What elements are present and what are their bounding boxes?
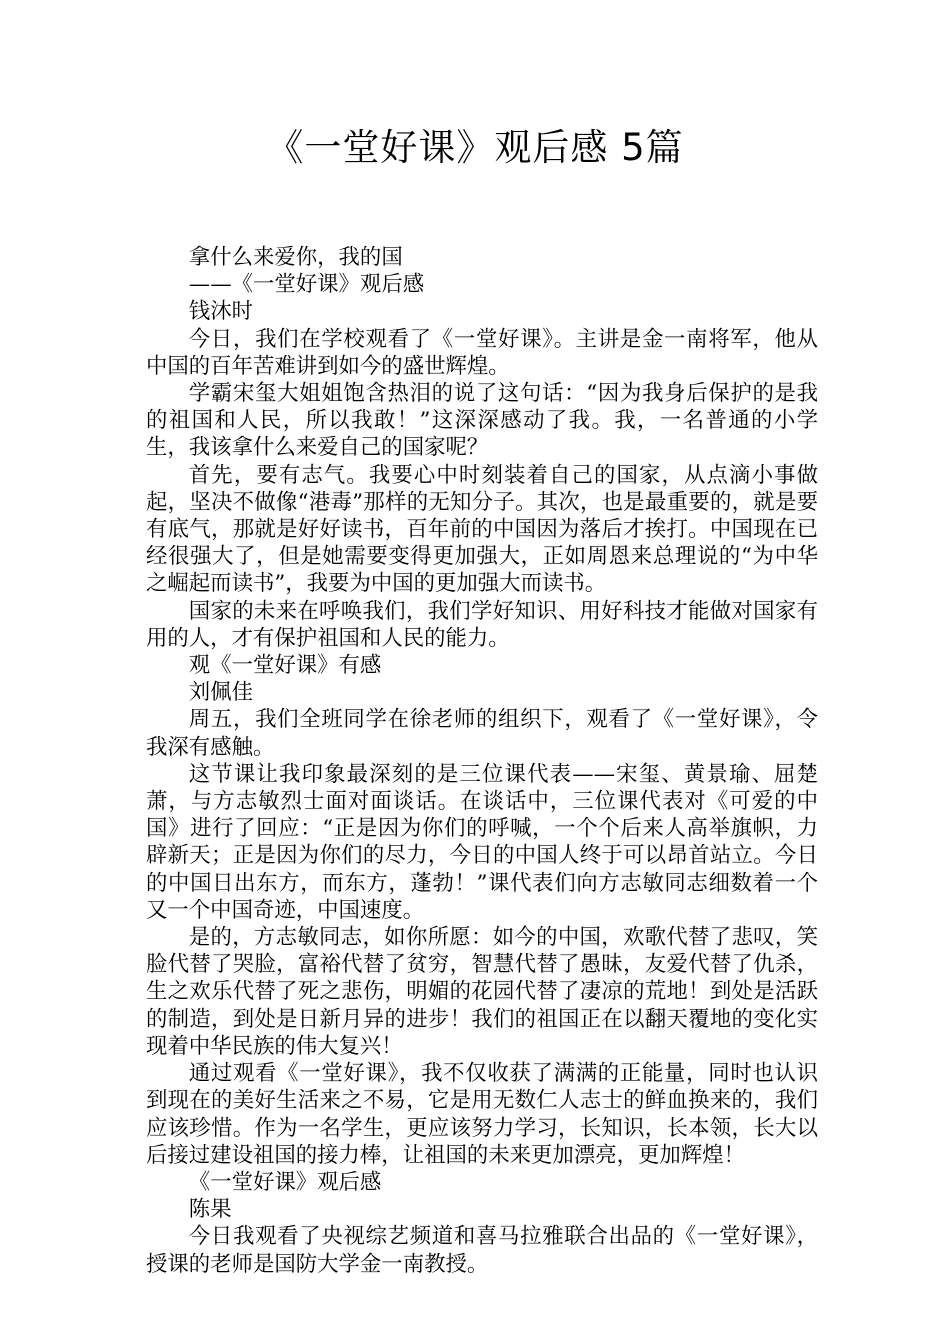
document-body <box>146 244 818 1278</box>
essay-subtitle: ——《一堂好课》观后感 <box>188 272 425 298</box>
paragraph: 国家的未来在呼唤我们，我们学好知识、用好科技才能做对国家有用的人，才有保护祖国和人民的能力。 <box>146 598 818 651</box>
document-title: 《一堂好课》观后感 5篇 <box>266 126 684 169</box>
essay-author: 刘佩佳 <box>188 680 253 706</box>
essay-title: 观《一堂好课》有感 <box>188 653 382 679</box>
paragraph: 今日我观看了央视综艺频道和喜马拉雅联合出品的《一堂好课》，授课的老师是国防大学金一南教授。 <box>146 1224 818 1277</box>
essay-author: 钱沐时 <box>188 299 253 325</box>
paragraph: 学霸宋玺大姐姐饱含热泪的说了这句话：“因为我身后保护的是我的祖国和人民，所以我敢！”这深深感动了我。我，一名普通的小学生，我该拿什么来爱自己的国家呢？ <box>146 381 818 461</box>
paragraph: 首先，要有志气。我要心中时刻装着自己的国家，从点滴小事做起，坚决不做像“港毒”那样的无知分子。其次，也是最重要的，就是要有底气，那就是好好读书，百年前的中国因为落后才挨打。中国现在已经很强大了，但是她需要变得更加强大，正如周恩来总理说的“为中华之崛起而读书”，我要为中国的更加强大而读书。 <box>146 462 818 597</box>
essay-title: 拿什么来爱你，我的国 <box>188 245 403 270</box>
paragraph: 通过观看《一堂好课》，我不仅收获了满满的正能量，同时也认识到现在的美好生活来之不易，它是用无数仁人志士的鲜血换来的，我们应该珍惜。作为一名学生，更应该努力学习，长知识，长本领，长大以后接过建设祖国的接力棒，让祖国的未来更加漂亮，更加辉煌！ <box>146 1061 818 1168</box>
paragraph: 周五，我们全班同学在徐老师的组织下，观看了《一堂好课》，令我深有感触。 <box>146 707 818 760</box>
essay-title: 《一堂好课》观后感 <box>188 1169 382 1195</box>
paragraph: 今日，我们在学校观看了《一堂好课》。主讲是金一南将军，他从中国的百年苦难讲到如今的盛世辉煌。 <box>146 326 818 379</box>
paragraph: 是的，方志敏同志，如你所愿：如今的中国，欢歌代替了悲叹，笑脸代替了哭脸，富裕代替了贫穷，智慧代替了愚昧，友爱代替了仇杀，生之欢乐代替了死之悲伤，明媚的花园代替了凄凉的荒地！到处是活跃的制造，到处是日新月异的进步！我们的祖国正在以翻天覆地的变化实现着中华民族的伟大复兴！ <box>146 925 818 1059</box>
essay-author: 陈果 <box>188 1197 232 1223</box>
paragraph: 这节课让我印象最深刻的是三位课代表——宋玺、黄景瑜、屈楚萧，与方志敏烈士面对面谈话。在谈话中，三位课代表对《可爱的中国》进行了回应：“正是因为你们的呼喊，一个个后来人高举旗帜，力辟新天；正是因为你们的尽力，今日的中国人终于可以昂首站立。今日的中国日出东方，而东方，蓬勃！”课代表们向方志敏同志细数着一个又一个中国奇迹，中国速度。 <box>146 761 818 923</box>
